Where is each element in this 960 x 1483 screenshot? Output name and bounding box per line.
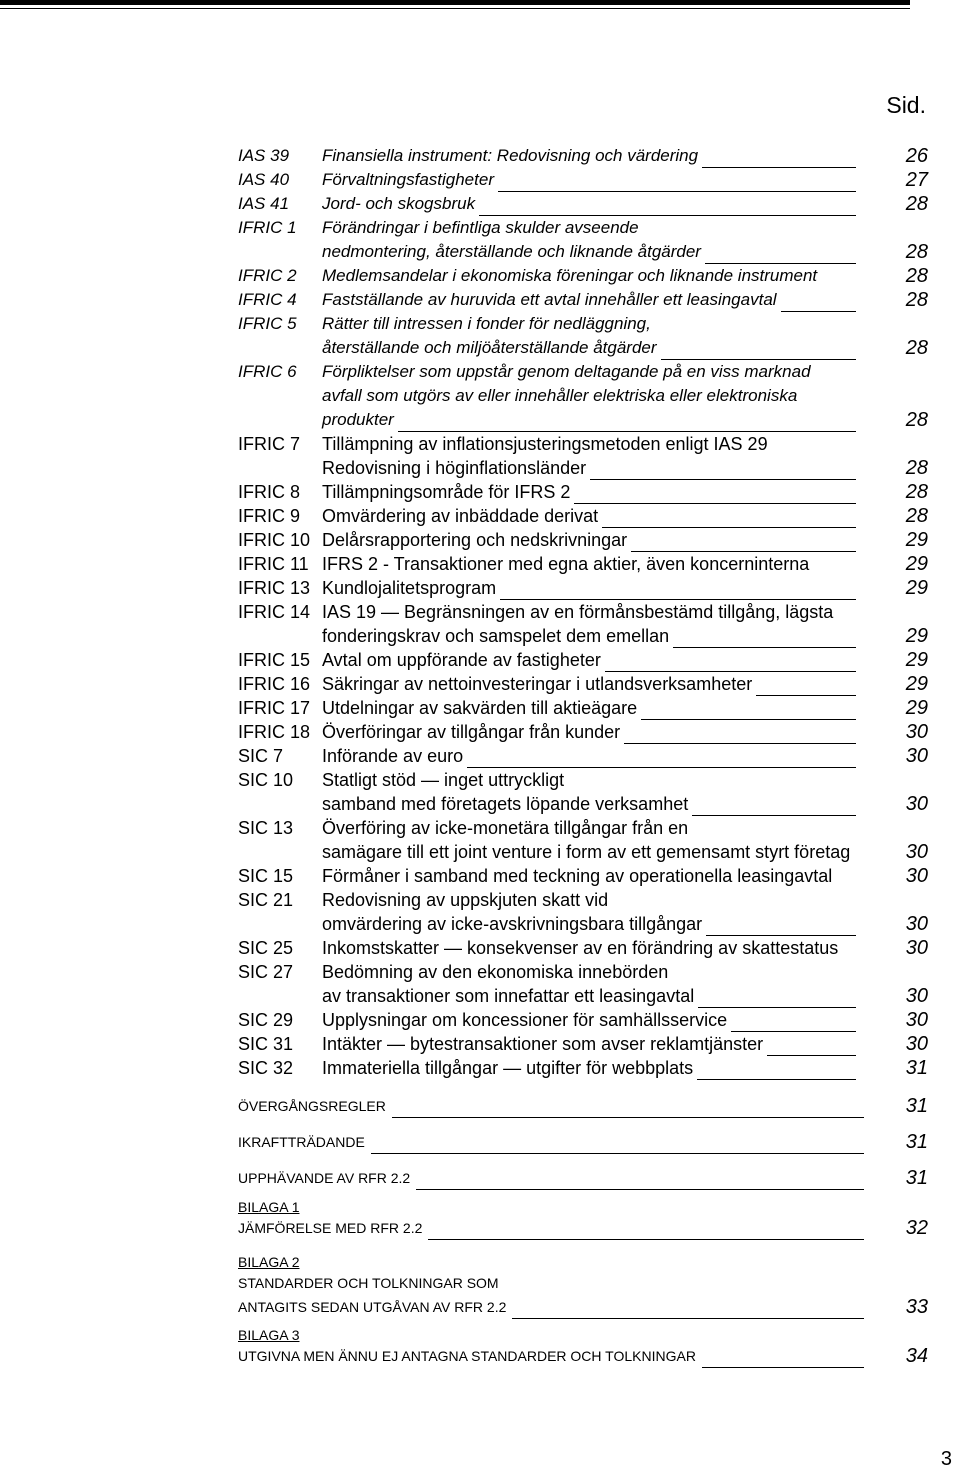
toc-entry-title-line: Delårsrapportering och nedskrivningar [322,530,628,550]
toc-entry-page: 29 [905,625,928,647]
toc-entry-page: 28 [905,241,928,263]
toc-entry-title-line: Statligt stöd — inget uttryckligt [322,770,565,790]
toc-entry-title-line: omvärdering av icke-avskrivningsbara tillgångar [322,914,703,934]
toc-entry-page: 30 [905,1009,928,1031]
dot-leader [781,294,856,312]
toc-entry [238,816,928,864]
toc-entry-title-line: Inkomstskatter — konsekvenser av en förändring av skattestatus [322,938,839,958]
toc-entry-title-line: produkter [322,410,394,429]
toc-entry-page: 27 [905,169,928,191]
toc-entry [238,960,928,1008]
toc-entry-page: 29 [905,649,928,671]
appendix-page: 31 [905,1167,928,1189]
appendix-title-line: ANTAGITS SEDAN UTGÅVAN AV RFR 2.2 [238,1299,507,1315]
toc-entry [238,432,928,480]
toc-entry-code: IFRIC 18 [238,722,311,742]
dot-leader [498,174,856,192]
dot-leader [756,678,856,696]
toc-entry [238,648,928,672]
toc-entry [238,744,928,768]
toc-entry-page: 29 [905,577,928,599]
toc-entry-title-line: Överföring av icke-monetära tillgångar från en [322,818,689,838]
toc-entry [238,264,928,288]
appendix-page: 31 [905,1131,928,1153]
toc-entry [238,504,928,528]
dot-leader [731,1014,856,1032]
toc-entry-page: 28 [905,337,928,359]
toc-entry-code: IFRIC 16 [238,674,311,694]
dot-leader [416,1174,864,1190]
toc-entry [238,720,928,744]
dot-leader [467,750,856,768]
dot-leader [574,486,856,504]
toc-entry-code: IFRIC 11 [238,554,309,574]
dot-leader [500,582,856,600]
toc-entry-title-line: Förändringar i befintliga skulder avseende [322,218,639,237]
toc-entry-code: IFRIC 17 [238,698,311,718]
toc-entry-code: IFRIC 10 [238,530,311,550]
toc-entry [238,576,928,600]
toc-entry-code: IFRIC 6 [238,362,297,381]
dot-leader [706,918,856,936]
toc-entry-title-line: samband med företagets löpande verksamhet [322,794,689,814]
toc-entry-code: IFRIC 5 [238,314,297,333]
toc-entry-code: IFRIC 7 [238,434,301,454]
toc-entry-title-line: fonderingskrav och samspelet dem emellan [322,626,670,646]
toc-entry-page: 28 [905,289,928,311]
dot-leader [371,1138,864,1154]
toc-entry-title-line: Kundlojalitetsprogram [322,578,497,598]
toc-entry-title-line: Överföringar av tillgångar från kunder [322,722,621,742]
appendix-title-line: STANDARDER OCH TOLKNINGAR SOM [238,1275,499,1291]
toc-entry-page: 28 [905,265,928,287]
toc-entry-title-line: IAS 19 — Begränsningen av en förmånsbestämd tillgång, lägsta [322,602,834,622]
toc-entry-code: IAS 39 [238,146,290,165]
dot-leader [479,198,856,216]
toc-entry-title-line: av transaktioner som innefattar ett leasingavtal [322,986,695,1006]
toc-entry-code: IFRIC 4 [238,290,297,309]
toc-entry-title-line: Fastställande av huruvida ett avtal innehåller ett leasingavtal [322,290,777,309]
toc-entry [238,1032,928,1056]
appendix-entry [238,1094,928,1118]
page-column-label: Sid. [886,92,926,118]
toc-entry-title-line: nedmontering, återställande och liknande åtgärder [322,242,701,261]
toc-entry-page: 29 [905,553,928,575]
toc-entry-page: 28 [905,193,928,215]
toc-entry-code: IFRIC 14 [238,602,311,622]
toc-entry [238,312,928,360]
appendix-heading: BILAGA 3 [238,1327,300,1343]
dot-leader [602,510,856,528]
toc-entry [238,888,928,936]
table-of-contents [238,144,928,1080]
appendix-entry [238,1326,928,1368]
toc-entry [238,864,928,888]
toc-entry-title-line: Utdelningar av sakvärden till aktieägare [322,698,638,718]
toc-entry-code: SIC 31 [238,1034,294,1054]
appendix-heading: BILAGA 1 [238,1199,300,1215]
appendix-entry [238,1198,928,1240]
appendix-entry [238,1130,928,1154]
toc-entry-title-line: IFRS 2 - Transaktioner med egna aktier, även koncerninterna [322,554,810,574]
toc-entry-code: IFRIC 15 [238,650,311,670]
toc-entry-code: IFRIC 13 [238,578,311,598]
dot-leader [590,462,856,480]
appendix-page: 34 [905,1345,928,1367]
toc-entry-code: IAS 40 [238,170,290,189]
dot-leader [705,246,856,264]
toc-entry-title-line: Avtal om uppförande av fastigheter [322,650,601,670]
toc-entry [238,192,928,216]
toc-entry-page: 30 [905,721,928,743]
appendix-page: 33 [905,1296,928,1318]
toc-entry [238,144,928,168]
toc-entry [238,672,928,696]
toc-entry-title-line: Förmåner i samband med teckning av operationella leasingavtal [322,866,833,886]
appendix-heading: BILAGA 2 [238,1254,300,1270]
toc-entry-title-line: Förpliktelser som uppstår genom deltagande på en viss marknad [322,362,811,381]
toc-entry-page: 30 [905,841,928,863]
toc-entry-page: 28 [905,505,928,527]
appendix-title-line: JÄMFÖRELSE MED RFR 2.2 [238,1220,423,1236]
toc-entry-title-line: Medlemsandelar i ekonomiska föreningar och liknande instrument [322,266,818,285]
toc-entry [238,552,928,576]
toc-entry-page: 29 [905,673,928,695]
toc-entry-page: 30 [905,865,928,887]
toc-entry-page: 30 [905,913,928,935]
dot-leader [641,702,856,720]
toc-entry-code: SIC 10 [238,770,294,790]
appendix-title-line: UPPHÄVANDE AV RFR 2.2 [238,1170,411,1186]
dot-leader [767,1038,856,1056]
toc-entry-code: SIC 29 [238,1010,294,1030]
toc-entry-code: IFRIC 2 [238,266,297,285]
appendix-entry [238,1253,928,1319]
appendix-title-line: UTGIVNA MEN ÄNNU EJ ANTAGNA STANDARDER OCH TOLKNINGAR [238,1348,696,1364]
toc-entry-code: SIC 13 [238,818,294,838]
dot-leader [692,798,856,816]
toc-entry-page: 26 [905,145,928,167]
toc-entry-code: SIC 15 [238,866,294,886]
dot-leader [624,726,856,744]
toc-entry-page: 28 [905,457,928,479]
toc-entry-title-line: Tillämpning av inflationsjusteringsmetoden enligt IAS 29 [322,434,768,454]
toc-entry [238,768,928,816]
toc-entry-code: IAS 41 [238,194,290,213]
toc-entry-title-line: Omvärdering av inbäddade derivat [322,506,599,526]
dot-leader [698,990,856,1008]
toc-entry-title-line: Redovisning av uppskjuten skatt vid [322,890,609,910]
toc-entry-page: 28 [905,481,928,503]
toc-entry-page: 30 [905,793,928,815]
dot-leader [605,654,856,672]
toc-entry-title-line: Rätter till intressen i fonder för nedläggning, [322,314,651,333]
toc-entry [238,216,928,264]
dot-leader [697,1062,856,1080]
toc-entry-code: SIC 7 [238,746,284,766]
toc-entry-code: IFRIC 1 [238,218,297,237]
toc-entry [238,1056,928,1080]
toc-entry-title-line: Upplysningar om koncessioner för samhällsservice [322,1010,728,1030]
header-rule-thin [0,8,910,9]
toc-entry-title-line: Intäkter — bytestransaktioner som avser reklamtjänster [322,1034,764,1054]
dot-leader [392,1102,864,1118]
dot-leader [702,150,856,168]
toc-entry-page: 30 [905,937,928,959]
toc-entry-code: IFRIC 9 [238,506,301,526]
toc-entry-title-line: Säkringar av nettoinvesteringar i utlandsverksamheter [322,674,753,694]
toc-entry [238,528,928,552]
toc-entry [238,480,928,504]
toc-entry-page: 29 [905,529,928,551]
toc-entry-page: 30 [905,985,928,1007]
toc-entry [238,600,928,648]
appendix-title-line: ÖVERGÅNGSREGLER [238,1098,386,1114]
page-number: 3 [940,1448,952,1470]
toc-entry-page: 31 [905,1057,928,1079]
toc-entry [238,936,928,960]
toc-entry [238,168,928,192]
toc-entry [238,1008,928,1032]
toc-entry-code: SIC 21 [238,890,294,910]
toc-entry-title-line: Finansiella instrument: Redovisning och värdering [322,146,699,165]
toc-entry-title-line: Införande av euro [322,746,464,766]
toc-entry-title-line: Bedömning av den ekonomiska innebörden [322,962,669,982]
header-rule-thick [0,0,910,5]
toc-entry [238,288,928,312]
dot-leader [428,1224,864,1240]
toc-entry-title-line: Förvaltningsfastigheter [322,170,494,189]
toc-entry-code: SIC 25 [238,938,294,958]
toc-entry-code: IFRIC 8 [238,482,301,502]
dot-leader [661,342,856,360]
dot-leader [702,1352,864,1368]
dot-leader [398,414,856,432]
toc-entry-page: 29 [905,697,928,719]
toc-entry-title-line: Tillämpningsområde för IFRS 2 [322,482,571,502]
toc-entry-page: 30 [905,1033,928,1055]
appendix-page: 32 [905,1217,928,1239]
toc-entry [238,696,928,720]
appendix-page: 31 [905,1095,928,1117]
appendix-title-line: IKRAFTTRÄDANDE [238,1134,365,1150]
toc-entry-page: 28 [905,409,928,431]
toc-entry-title-line: Redovisning i höginflationsländer [322,458,587,478]
toc-entry-code: SIC 27 [238,962,294,982]
toc-entry-page: 30 [905,745,928,767]
toc-entry-title-line: samägare till ett joint venture i form av ett gemensamt styrt företag [322,842,851,862]
toc-entry-title-line: Immateriella tillgångar — utgifter för webbplats [322,1058,694,1078]
dot-leader [673,630,856,648]
toc-entry-code: SIC 32 [238,1058,294,1078]
toc-entry-title-line: återställande och miljöåterställande åtgärder [322,338,657,357]
appendix-entry [238,1166,928,1190]
toc-entry-title-line: Jord- och skogsbruk [322,194,476,213]
toc-entry-title-line: avfall som utgörs av eller innehåller elektriska eller elektroniska [322,386,798,405]
dot-leader [512,1303,864,1319]
dot-leader [631,534,856,552]
toc-entry [238,360,928,432]
